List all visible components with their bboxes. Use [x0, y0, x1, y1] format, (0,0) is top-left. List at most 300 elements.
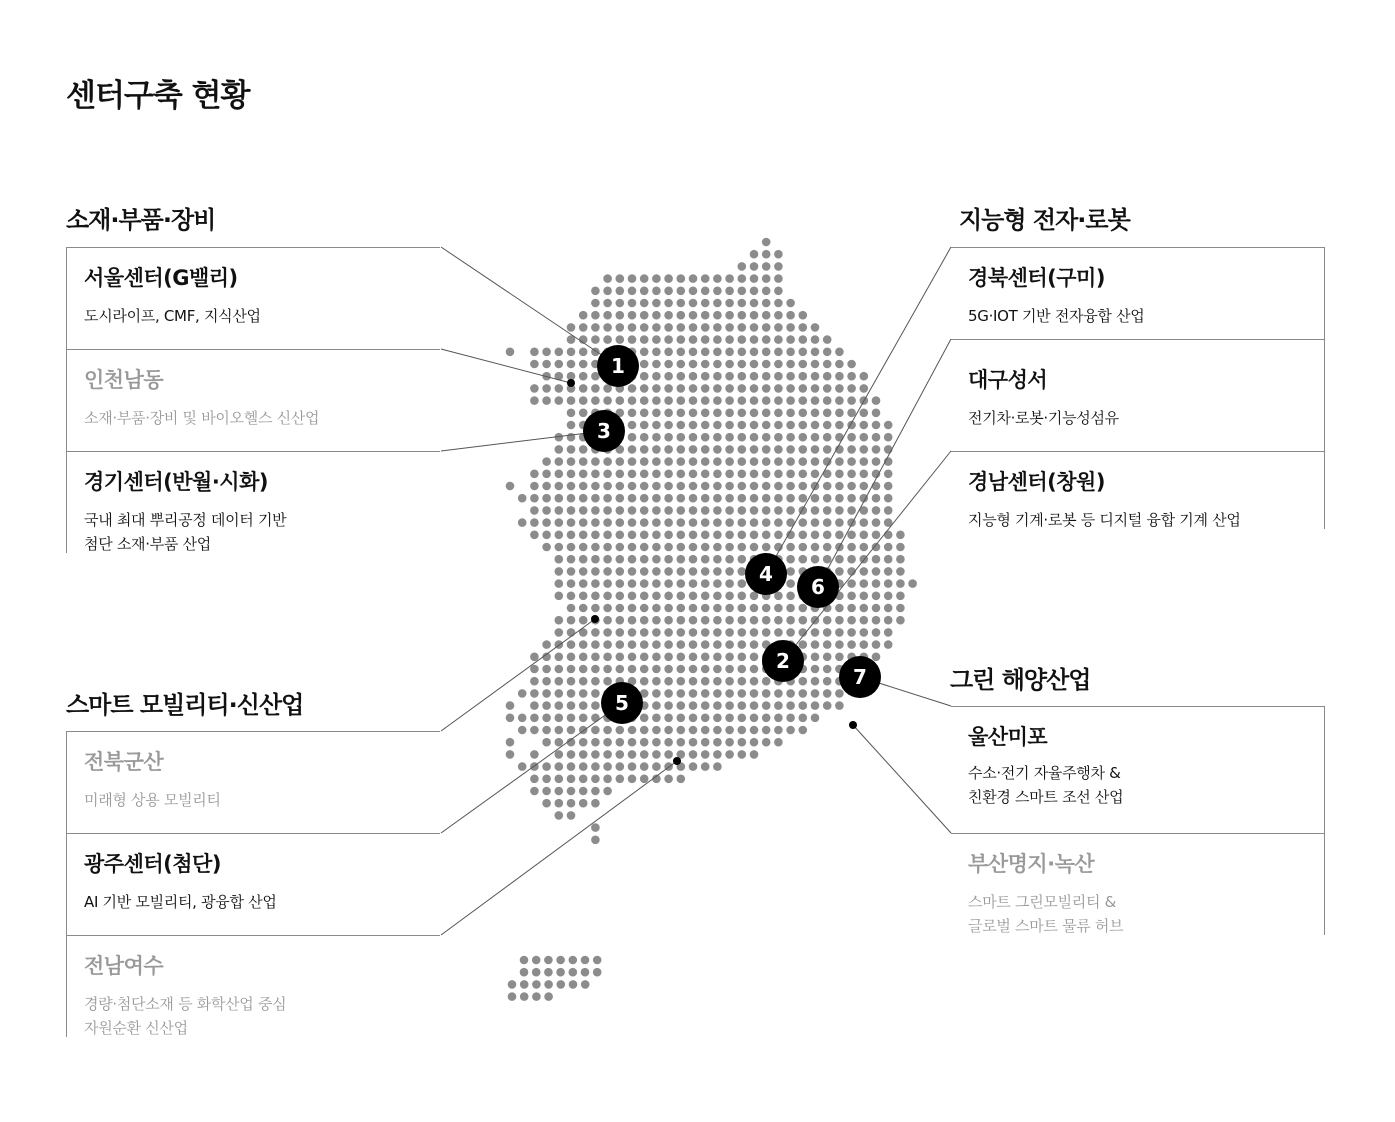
map-dot [640, 518, 649, 527]
map-dot [640, 494, 649, 503]
map-dot [725, 409, 734, 418]
map-dot [628, 762, 637, 771]
map-dot [872, 421, 881, 430]
map-dot [555, 616, 564, 625]
map-dot [689, 701, 698, 710]
map-dot [835, 409, 844, 418]
map-dot [725, 677, 734, 686]
map-dot [701, 665, 710, 674]
map-dot [701, 701, 710, 710]
map-dot [603, 750, 612, 759]
map-dot [701, 482, 710, 491]
map-dot [762, 384, 771, 393]
map-dot [640, 421, 649, 430]
map-dot [640, 372, 649, 381]
map-dot [799, 518, 808, 527]
map-dot [786, 592, 795, 601]
map-dot [628, 592, 637, 601]
map-dot [847, 640, 856, 649]
map-dot [555, 482, 564, 491]
map-dot [738, 579, 747, 588]
map-dot [762, 348, 771, 357]
map-dot [896, 604, 905, 613]
map-dot [701, 457, 710, 466]
map-dot [738, 689, 747, 698]
map-dot [677, 518, 686, 527]
map-dot [786, 689, 795, 698]
map-dot [555, 592, 564, 601]
map-dot [567, 396, 576, 405]
map-dot [555, 360, 564, 369]
map-dot [664, 299, 673, 308]
map-dot [860, 433, 869, 442]
map-dot [713, 701, 722, 710]
map-dot [652, 518, 661, 527]
map-dot [567, 701, 576, 710]
map-dot [884, 579, 893, 588]
map-dot [738, 701, 747, 710]
map-dot [860, 543, 869, 552]
map-dot [677, 421, 686, 430]
map-dot [579, 348, 588, 357]
map-dot [750, 518, 759, 527]
card-ulsan[interactable] [951, 706, 1325, 833]
map-dot [603, 665, 612, 674]
map-dot [677, 579, 686, 588]
map-dot [738, 287, 747, 296]
map-dot [774, 604, 783, 613]
map-dot [542, 506, 551, 515]
map-dot [738, 482, 747, 491]
card-ulsan-desc: 수소·전기 자율주행차 & 친환경 스마트 조선 산업 [968, 764, 1124, 806]
map-dot [640, 409, 649, 418]
map-dot [664, 567, 673, 576]
map-dot [713, 653, 722, 662]
map-dot [884, 506, 893, 515]
connector-busan [853, 725, 951, 833]
map-dot [542, 518, 551, 527]
map-dot [518, 494, 527, 503]
card-jeonbuk-name: 전북군산 [84, 750, 164, 774]
map-dot [616, 750, 625, 759]
map-dot [774, 274, 783, 283]
map-dot [591, 579, 600, 588]
card-gyeongbuk[interactable] [951, 247, 1325, 339]
map-dot [652, 762, 661, 771]
map-dot [677, 396, 686, 405]
map-dot [664, 579, 673, 588]
map-dot [616, 762, 625, 771]
map-dot [603, 470, 612, 479]
map-dot [579, 372, 588, 381]
map-dot [750, 640, 759, 649]
map-dot [652, 555, 661, 564]
map-dot [701, 287, 710, 296]
map-dot [835, 433, 844, 442]
map-dot [872, 616, 881, 625]
map-dot [896, 592, 905, 601]
map-dot [628, 726, 637, 735]
map-dot [542, 470, 551, 479]
map-dot [591, 592, 600, 601]
map-dot [701, 555, 710, 564]
card-gyeongnam-desc: 지능형 기계·로봇 등 디지털 융합 기계 산업 [968, 511, 1241, 529]
map-dot [579, 445, 588, 454]
map-dot-jeju [520, 992, 529, 1001]
map-dot-jeju [544, 980, 553, 989]
map-dot [860, 640, 869, 649]
map-dot [738, 531, 747, 540]
map-dot [786, 543, 795, 552]
map-dot [640, 299, 649, 308]
map-dot [774, 384, 783, 393]
map-dot [567, 531, 576, 540]
map-dot [811, 348, 820, 357]
map-dot [616, 494, 625, 503]
map-dot [628, 665, 637, 674]
map-dot [677, 592, 686, 601]
map-dot [652, 640, 661, 649]
map-dot [823, 335, 832, 344]
map-dot [677, 445, 686, 454]
map-dot [689, 335, 698, 344]
map-dot [664, 311, 673, 320]
map-dot [786, 494, 795, 503]
map-dot [664, 421, 673, 430]
map-dot [750, 299, 759, 308]
map-dot [616, 567, 625, 576]
card-gyeonggi-name: 경기센터(반월·시화) [84, 470, 268, 494]
map-dot [799, 714, 808, 723]
map-dot [847, 384, 856, 393]
map-dot [689, 738, 698, 747]
map-dot [628, 628, 637, 637]
map-dot [555, 457, 564, 466]
map-dot [579, 738, 588, 747]
map-dot [591, 665, 600, 674]
map-dot [591, 787, 600, 796]
map-dot [872, 579, 881, 588]
map-dot [750, 628, 759, 637]
map-dot [713, 762, 722, 771]
map-dot [579, 799, 588, 808]
map-dot [530, 518, 539, 527]
map-dot [713, 689, 722, 698]
map-dot [786, 457, 795, 466]
map-dot [640, 531, 649, 540]
map-dot [701, 323, 710, 332]
map-dot [872, 567, 881, 576]
map-dot [640, 470, 649, 479]
map-dot [603, 287, 612, 296]
card-gyeongnam[interactable] [951, 451, 1325, 529]
map-dot [591, 335, 600, 344]
map-dot [750, 445, 759, 454]
map-dot [689, 531, 698, 540]
connector-incheon [441, 349, 571, 383]
map-dot [701, 616, 710, 625]
map-dot [652, 506, 661, 515]
map-dot [591, 506, 600, 515]
map-dot [835, 616, 844, 625]
map-dot [823, 640, 832, 649]
map-dot [725, 689, 734, 698]
map-dot [847, 494, 856, 503]
map-dot [872, 555, 881, 564]
map-dot [701, 421, 710, 430]
map-dot [628, 299, 637, 308]
map-dot [579, 518, 588, 527]
map-dot [567, 567, 576, 576]
card-daegu[interactable] [951, 339, 1325, 451]
map-dot [884, 433, 893, 442]
map-dot [603, 653, 612, 662]
map-dot [530, 714, 539, 723]
map-dot [774, 348, 783, 357]
map-dot [847, 360, 856, 369]
page-title: 센터구축 현황 [66, 78, 250, 114]
map-dot [762, 299, 771, 308]
map-dot [591, 518, 600, 527]
map-dot [713, 335, 722, 344]
map-dot [799, 311, 808, 320]
map-dot [689, 433, 698, 442]
map-dot [603, 640, 612, 649]
map-dot [713, 299, 722, 308]
map-dot [738, 640, 747, 649]
map-dot [591, 396, 600, 405]
map-dot [591, 470, 600, 479]
map-dot [530, 396, 539, 405]
map-dot [628, 445, 637, 454]
card-gyeonggi[interactable] [66, 451, 440, 553]
card-seoul[interactable] [66, 247, 440, 349]
map-dot [616, 604, 625, 613]
map-dot [555, 506, 564, 515]
map-dot [689, 567, 698, 576]
card-ulsan-name: 울산미포 [968, 725, 1048, 749]
map-dot [591, 482, 600, 491]
card-gwangju-name: 광주센터(첨단) [84, 852, 221, 876]
map-dot [603, 274, 612, 283]
map-dot [628, 616, 637, 625]
map-dot [750, 677, 759, 686]
marker-label-6: 6 [811, 575, 825, 599]
map-dot [713, 311, 722, 320]
map-dot [823, 506, 832, 515]
map-dot [591, 775, 600, 784]
map-dot [738, 653, 747, 662]
map-dot-jeju [556, 956, 565, 965]
map-dot [579, 592, 588, 601]
map-dot [555, 811, 564, 820]
map-dot [555, 714, 564, 723]
map-dot [603, 616, 612, 625]
map-dot [567, 689, 576, 698]
map-dot [750, 287, 759, 296]
map-dot [689, 750, 698, 759]
map-dot [774, 701, 783, 710]
map-dot [799, 421, 808, 430]
map-dot [860, 567, 869, 576]
map-dot [567, 506, 576, 515]
map-dot [530, 653, 539, 662]
map-dot [591, 714, 600, 723]
map-dot [860, 457, 869, 466]
map-dot [713, 677, 722, 686]
connector-gyeongnam [783, 451, 951, 661]
map-dot [750, 494, 759, 503]
card-gwangju[interactable] [66, 833, 440, 935]
map-dot [542, 799, 551, 808]
map-dot [616, 506, 625, 515]
map-dot [567, 579, 576, 588]
map-dot [555, 384, 564, 393]
map-dot [750, 421, 759, 430]
map-dot [750, 738, 759, 747]
map-dot [762, 616, 771, 625]
card-incheon[interactable] [66, 349, 440, 451]
map-dot [664, 494, 673, 503]
map-dot [811, 701, 820, 710]
map-dot [701, 592, 710, 601]
card-seoul-desc: 도시라이프, CMF, 지식산업 [84, 307, 261, 325]
map-dot [847, 616, 856, 625]
map-dot [567, 604, 576, 613]
map-dot [689, 579, 698, 588]
map-dot [616, 470, 625, 479]
map-dot [542, 787, 551, 796]
map-dot [530, 665, 539, 674]
marker-label-2: 2 [776, 649, 790, 673]
map-dot [835, 604, 844, 613]
card-incheon-desc: 소재·부품·장비 및 바이오헬스 신산업 [84, 409, 320, 427]
map-dot [701, 299, 710, 308]
map-dot [725, 726, 734, 735]
map-dot [628, 409, 637, 418]
map-dot [786, 531, 795, 540]
map-dot [762, 409, 771, 418]
map-dot [872, 494, 881, 503]
map-dot [518, 762, 527, 771]
map-dot [567, 787, 576, 796]
map-dot [579, 311, 588, 320]
map-dot [677, 640, 686, 649]
map-dot [591, 604, 600, 613]
map-dot [689, 518, 698, 527]
map-dot [616, 640, 625, 649]
map-dot [689, 457, 698, 466]
map-dot [652, 628, 661, 637]
map-dot [738, 262, 747, 271]
map-dot [786, 604, 795, 613]
map-dot [799, 701, 808, 710]
map-dot [786, 311, 795, 320]
map-dot [835, 384, 844, 393]
card-jeonnam[interactable] [66, 935, 440, 1037]
map-dot [555, 726, 564, 735]
map-dot [750, 689, 759, 698]
map-dot-jeju [532, 980, 541, 989]
map-dot [835, 518, 844, 527]
map-dot [640, 555, 649, 564]
map-dot [823, 445, 832, 454]
map-dot [750, 360, 759, 369]
card-jeonbuk[interactable] [66, 731, 440, 833]
map-dot [725, 433, 734, 442]
map-dot [567, 421, 576, 430]
map-dot [664, 750, 673, 759]
map-dot [762, 421, 771, 430]
map-dot [664, 628, 673, 637]
map-dot [725, 396, 734, 405]
map-dot [616, 274, 625, 283]
map-dot [896, 555, 905, 564]
map-dot-jeju [520, 968, 529, 977]
map-dot [689, 348, 698, 357]
map-dot [579, 506, 588, 515]
map-dot [579, 396, 588, 405]
map-dot [750, 653, 759, 662]
map-dot [603, 726, 612, 735]
card-busan[interactable] [951, 833, 1325, 935]
map-dot [689, 689, 698, 698]
map-dot [603, 604, 612, 613]
map-dot [677, 494, 686, 503]
map-dot [567, 482, 576, 491]
map-dot [872, 482, 881, 491]
map-dot [738, 323, 747, 332]
map-dot [786, 409, 795, 418]
map-dot [725, 665, 734, 674]
group-title-smart-mobility: 스마트 모빌리티·신산업 [66, 691, 304, 719]
map-dot [713, 714, 722, 723]
map-dot [677, 274, 686, 283]
map-dot [689, 421, 698, 430]
map-dot [701, 604, 710, 613]
map-dot [786, 714, 795, 723]
map-dot [799, 543, 808, 552]
map-dot [616, 665, 625, 674]
map-dot [823, 372, 832, 381]
map-dot [847, 482, 856, 491]
map-dot [530, 482, 539, 491]
map-dots [506, 238, 917, 1001]
map-dot [591, 726, 600, 735]
map-dot [811, 689, 820, 698]
map-dot [664, 616, 673, 625]
map-dot [823, 421, 832, 430]
map-dot [640, 628, 649, 637]
map-dot [640, 775, 649, 784]
map-dot [567, 348, 576, 357]
map-dot [603, 323, 612, 332]
map-dot [738, 384, 747, 393]
map-dot [542, 543, 551, 552]
map-dot [872, 592, 881, 601]
map-dot [762, 677, 771, 686]
map-dot [860, 628, 869, 637]
map-dot [823, 701, 832, 710]
map-dot [664, 433, 673, 442]
map-dot [518, 726, 527, 735]
map-dot [872, 445, 881, 454]
map-dot [567, 775, 576, 784]
map-dot [774, 421, 783, 430]
map-dot [542, 494, 551, 503]
map-dot [811, 665, 820, 674]
map-dot [786, 506, 795, 515]
